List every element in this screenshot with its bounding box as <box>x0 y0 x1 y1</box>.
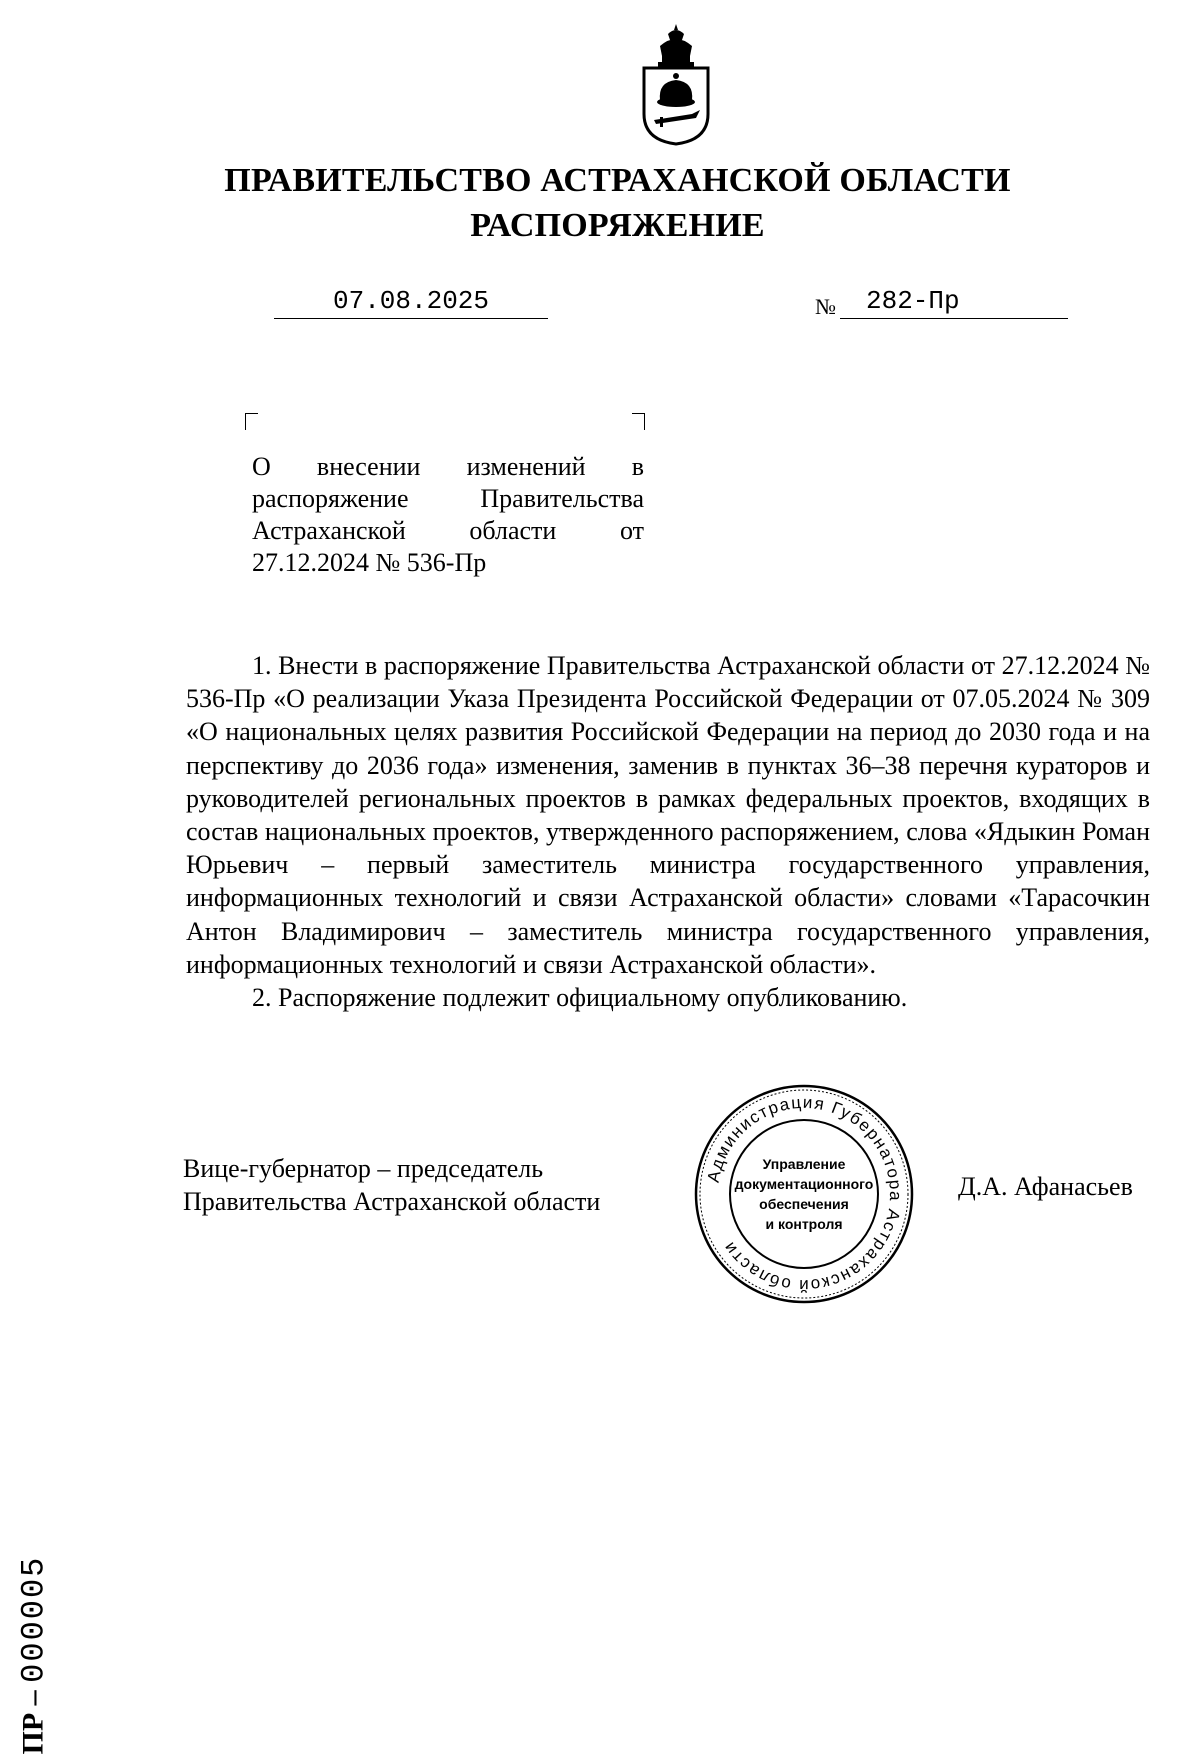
stamp-outer-text: Администрация Губернатора Астраханской области <box>703 1092 906 1296</box>
document-body <box>186 649 1150 1014</box>
government-title: ПРАВИТЕЛЬСТВО АСТРАХАНСКОЙ ОБЛАСТИ <box>224 162 1011 199</box>
body-paragraph-2: 2. Распоряжение подлежит официальному опубликованию. <box>252 983 908 1013</box>
signer-title-line-1: Вице-губернатор – председатель <box>183 1154 544 1183</box>
svg-text:Администрация Губернатора Астр <box>704 1093 905 1295</box>
signer-title <box>183 1152 600 1218</box>
stamp-inner-line-1: Управление <box>762 1156 846 1172</box>
document-subject: О внесении изменений в распоряжение Правительства Астраханской области от 27.12.2024 № 536-Пр <box>252 452 644 577</box>
serial-prefix: ПР – <box>16 1690 50 1755</box>
signer-name: Д.А. Афанасьев <box>958 1172 1133 1201</box>
signer-title-line-2: Правительства Астраханской области <box>183 1187 601 1216</box>
stamp-inner-line-2: документационного <box>734 1176 874 1192</box>
official-stamp <box>693 1083 915 1305</box>
number-underline <box>840 318 1068 319</box>
serial-number: 000005 <box>15 1555 53 1683</box>
number-sign: № <box>815 294 836 319</box>
document-date: 07.08.2025 <box>332 286 490 316</box>
coat-of-arms-icon <box>638 22 714 148</box>
subject-corner-right <box>632 413 645 430</box>
stamp-inner-line-4: и контроля <box>765 1216 843 1232</box>
document-number: 282-Пр <box>866 286 960 316</box>
stamp-inner-line-3: обеспечения <box>759 1196 849 1212</box>
subject-corner-left <box>245 413 258 430</box>
document-type-title: РАСПОРЯЖЕНИЕ <box>470 207 765 244</box>
body-paragraph-1: 1. Внести в распоряжение Правительства Астраханской области от 27.12.2024 № 536-Пр «О реализации Указа Президента Российской Федерации от 07.05.2024 № 309 «О национальных целях развития Российской Федерации на период до 2030 года и на перспективу до 2036 года» изменения, заменив в пунктах 36–38 перечня кураторов и руководителей региональных проектов в рамках федеральных проектов, входящих в состав национальных проектов, утвержденного распоряжением, слова «Ядыкин Роман Юрьевич – первый заместитель министра государственного управления, информационных технологий и связи Астраханской области» словами «Тарасочкин Антон Владимирович – заместитель министра государственного управления, информационных технологий и связи Астраханской области». <box>186 651 1150 979</box>
date-underline <box>274 318 548 319</box>
